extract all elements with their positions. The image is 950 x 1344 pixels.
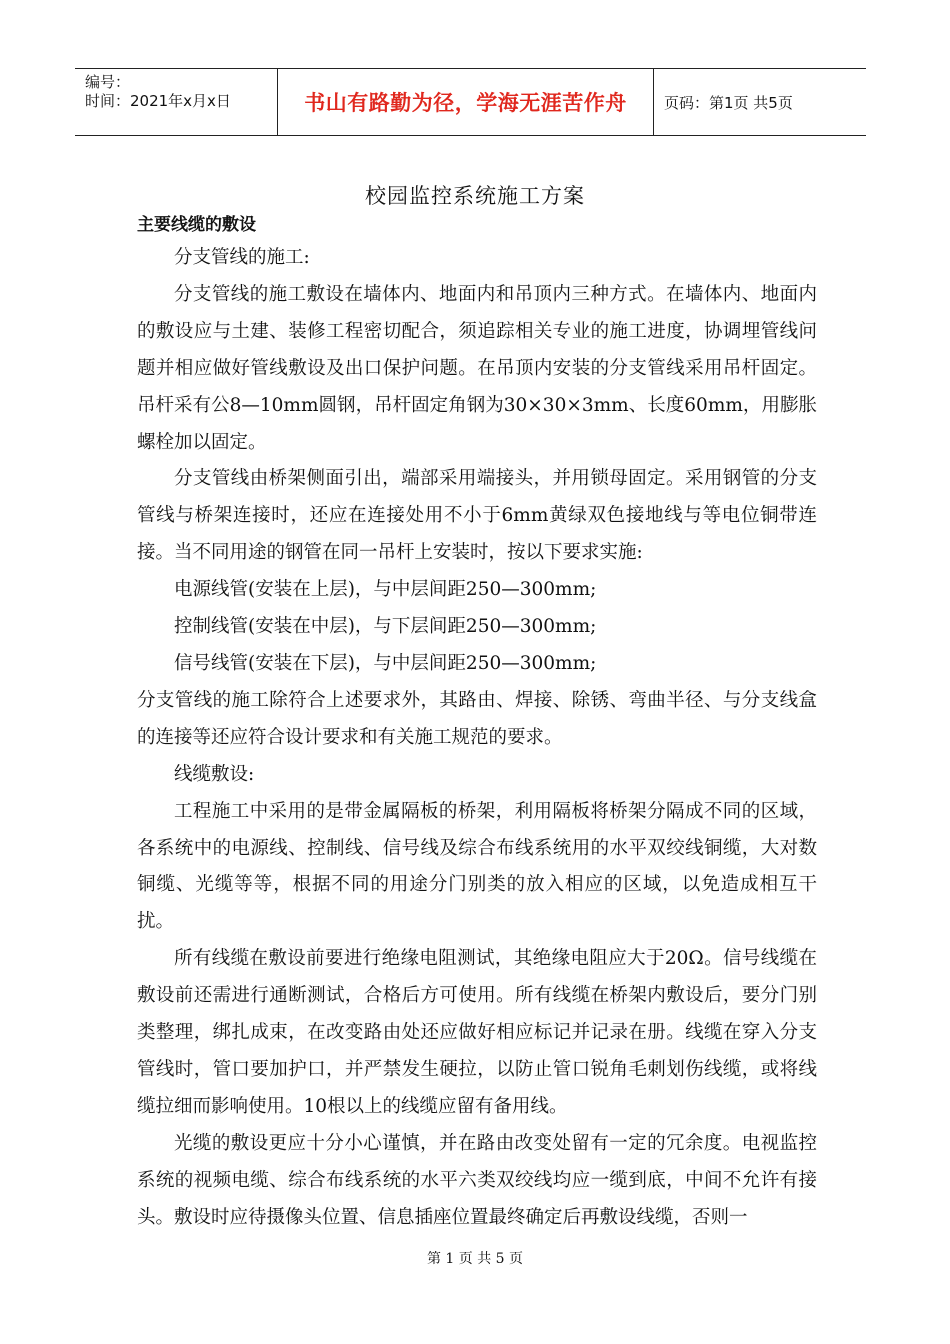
header-page-info: 页码：第1页 共5页	[664, 93, 793, 112]
time-label: 时间：2021年x月x日	[85, 92, 231, 110]
list-item: 控制线管(安装在中层)，与下层间距250—300mm;	[174, 616, 597, 638]
header-motto: 书山有路勤为径，学海无涯苦作舟	[278, 69, 654, 135]
paragraph: 分支管线的施工:	[174, 247, 310, 268]
paragraph: 光缆的敷设更应十分小心谨慎，并在路由改变处留有一定的冗余度。电视监控系统的视频电缆、综合布线系统的水平六类双绞线均应一缆到底，中间不允许有接头。敷设时应待摄像头位置、信息插座位置最终确定后再敷设线缆，否则一	[137, 1132, 817, 1228]
list-item: 信号线管(安装在下层)，与中层间距250—300mm;	[174, 652, 597, 674]
paragraph: 分支管线的施工敷设在墙体内、地面内和吊顶内三种方式。在墙体内、地面内的敷设应与土建、装修工程密切配合，须追踪相关专业的施工进度，协调埋管线问题并相应做好管线敷设及出口保护问题。在吊顶内安装的分支管线采用吊杆固定。吊杆采有公8—10mm圆钢，吊杆固定角钢为30×30×3mm、长度60mm，用膨胀螺栓加以固定。	[137, 283, 817, 453]
header-meta	[75, 69, 278, 135]
document-title: 校园监控系统施工方案	[365, 184, 585, 208]
paragraph: 分支管线由桥架侧面引出，端部采用端接头，并用锁母固定。采用钢管的分支管线与桥架连接时，还应在连接处用不小于6mm黄绿双色接地线与等电位铜带连接。当不同用途的钢管在同一吊杆上安装时，按以下要求实施:	[137, 468, 817, 564]
paragraph: 工程施工中采用的是带金属隔板的桥架，利用隔板将桥架分隔成不同的区域，各系统中的电源线、控制线、信号线及综合布线系统用的水平双绞线铜缆，大对数铜缆、光缆等等，根据不同的用途分门别类的放入相应的区域，以免造成相互干扰。	[137, 800, 817, 933]
paragraph: 线缆敷设:	[174, 763, 255, 785]
document-header	[75, 68, 866, 136]
document-body	[137, 240, 817, 1236]
number-label: 编号：	[85, 73, 131, 91]
page-footer: 第 1 页 共 5 页	[426, 1251, 524, 1267]
paragraph: 分支管线的施工除符合上述要求外，其路由、焊接、除锈、弯曲半径、与分支线盒的连接等还应符合设计要求和有关施工规范的要求。	[137, 689, 817, 748]
section-heading: 主要线缆的敷设	[137, 215, 256, 235]
paragraph: 所有线缆在敷设前要进行绝缘电阻测试，其绝缘电阻应大于20Ω。信号线缆在敷设前还需进行通断测试，合格后方可使用。所有线缆在桥架内敷设后，要分门别类整理，绑扎成束，在改变路由处还应做好相应标记并记录在册。线缆在穿入分支管线时，管口要加护口，并严禁发生硬拉，以防止管口锐角毛刺划伤线缆，或将线缆拉细而影响使用。10根以上的线缆应留有备用线。	[137, 948, 817, 1117]
list-item: 电源线管(安装在上层)，与中层间距250—300mm;	[174, 579, 597, 601]
